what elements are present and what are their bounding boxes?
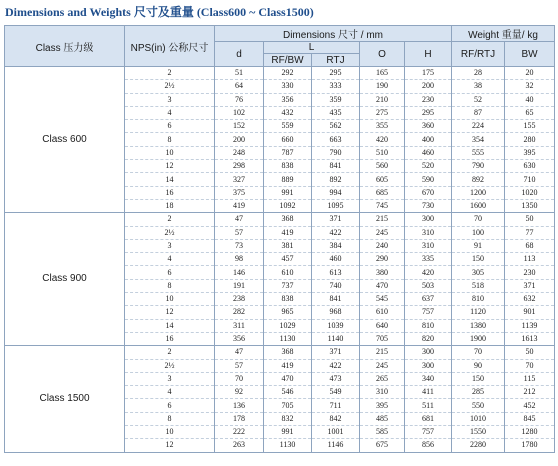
table-cell: 470 <box>360 279 405 292</box>
table-cell: 1900 <box>452 332 505 345</box>
table-cell: 549 <box>312 386 360 399</box>
class-group-label: Class 600 <box>5 67 125 213</box>
table-cell: 28 <box>452 67 505 80</box>
header-d: d <box>215 42 264 67</box>
table-cell: 20 <box>505 67 555 80</box>
table-cell: 605 <box>360 173 405 186</box>
table-cell: 991 <box>264 426 312 439</box>
table-cell: 965 <box>264 306 312 319</box>
table-cell: 70 <box>452 346 505 359</box>
table-cell: 705 <box>360 332 405 345</box>
table-cell: 6 <box>125 399 215 412</box>
table-cell: 155 <box>505 120 555 133</box>
header-class: Class 压力级 <box>5 26 125 67</box>
table-cell: 150 <box>452 253 505 266</box>
table-cell: 6 <box>125 266 215 279</box>
table-cell: 310 <box>360 386 405 399</box>
header-weight: Weight 重量/ kg <box>452 26 555 42</box>
table-cell: 47 <box>215 346 264 359</box>
table-cell: 102 <box>215 106 264 119</box>
table-cell: 371 <box>312 346 360 359</box>
table-cell: 457 <box>264 253 312 266</box>
table-cell: 14 <box>125 319 215 332</box>
table-row <box>5 346 555 359</box>
table-cell: 381 <box>264 239 312 252</box>
table-cell: 200 <box>215 133 264 146</box>
table-body <box>5 67 555 453</box>
table-cell: 87 <box>452 106 505 119</box>
table-cell: 460 <box>312 253 360 266</box>
table-cell: 560 <box>360 160 405 173</box>
table-cell: 70 <box>505 359 555 372</box>
table-cell: 842 <box>312 412 360 425</box>
table-cell: 452 <box>505 399 555 412</box>
table-cell: 470 <box>264 372 312 385</box>
table-cell: 511 <box>405 399 452 412</box>
table-cell: 832 <box>264 412 312 425</box>
table-cell: 675 <box>360 439 405 452</box>
table-cell: 435 <box>312 106 360 119</box>
table-cell: 1600 <box>452 199 505 212</box>
table-cell: 550 <box>452 399 505 412</box>
table-cell: 585 <box>360 426 405 439</box>
table-cell: 640 <box>360 319 405 332</box>
table-cell: 238 <box>215 293 264 306</box>
table-cell: 375 <box>215 186 264 199</box>
table-cell: 165 <box>360 67 405 80</box>
table-cell: 368 <box>264 213 312 226</box>
table-cell: 368 <box>264 346 312 359</box>
table-cell: 845 <box>505 412 555 425</box>
table-cell: 51 <box>215 67 264 80</box>
table-cell: 230 <box>505 266 555 279</box>
table-cell: 222 <box>215 426 264 439</box>
table-cell: 282 <box>215 306 264 319</box>
table-cell: 757 <box>405 426 452 439</box>
table-cell: 1139 <box>505 319 555 332</box>
table-cell: 70 <box>452 213 505 226</box>
table-cell: 419 <box>215 199 264 212</box>
table-cell: 400 <box>405 133 452 146</box>
table-cell: 77 <box>505 226 555 239</box>
table-cell: 1001 <box>312 426 360 439</box>
table-cell: 670 <box>405 186 452 199</box>
table-cell: 47 <box>215 213 264 226</box>
table-cell: 65 <box>505 106 555 119</box>
table-cell: 300 <box>405 346 452 359</box>
table-cell: 503 <box>405 279 452 292</box>
table-row <box>5 213 555 226</box>
table-cell: 411 <box>405 386 452 399</box>
table-cell: 892 <box>312 173 360 186</box>
table-cell: 610 <box>264 266 312 279</box>
table-cell: 4 <box>125 386 215 399</box>
table-cell: 16 <box>125 332 215 345</box>
table-cell: 146 <box>215 266 264 279</box>
table-cell: 663 <box>312 133 360 146</box>
table-cell: 295 <box>405 106 452 119</box>
table-cell: 16 <box>125 186 215 199</box>
table-cell: 384 <box>312 239 360 252</box>
table-cell: 8 <box>125 133 215 146</box>
table-cell: 1613 <box>505 332 555 345</box>
table-cell: 240 <box>360 239 405 252</box>
dimensions-weights-table <box>4 25 555 453</box>
table-cell: 70 <box>215 372 264 385</box>
table-row <box>5 67 555 80</box>
table-cell: 92 <box>215 386 264 399</box>
table-cell: 18 <box>125 199 215 212</box>
table-cell: 546 <box>264 386 312 399</box>
table-cell: 710 <box>505 173 555 186</box>
table-cell: 810 <box>405 319 452 332</box>
table-cell: 335 <box>405 253 452 266</box>
table-cell: 224 <box>452 120 505 133</box>
table-cell: 1092 <box>264 199 312 212</box>
table-cell: 892 <box>452 173 505 186</box>
table-cell: 380 <box>360 266 405 279</box>
header-l-rtj: RTJ <box>312 54 360 67</box>
table-cell: 311 <box>215 319 264 332</box>
table-cell: 115 <box>505 372 555 385</box>
table-cell: 300 <box>405 213 452 226</box>
table-cell: 360 <box>405 120 452 133</box>
table-cell: 838 <box>264 293 312 306</box>
table-cell: 275 <box>360 106 405 119</box>
table-cell: 730 <box>405 199 452 212</box>
table-cell: 737 <box>264 279 312 292</box>
table-cell: 359 <box>312 93 360 106</box>
header-weight-bw: BW <box>505 42 555 67</box>
table-cell: 422 <box>312 359 360 372</box>
table-cell: 280 <box>505 133 555 146</box>
table-cell: 841 <box>312 160 360 173</box>
table-cell: 994 <box>312 186 360 199</box>
table-cell: 12 <box>125 160 215 173</box>
table-cell: 681 <box>405 412 452 425</box>
table-cell: 856 <box>405 439 452 452</box>
table-cell: 100 <box>452 226 505 239</box>
table-cell: 420 <box>405 266 452 279</box>
table-cell: 295 <box>312 67 360 80</box>
table-cell: 2½ <box>125 359 215 372</box>
table-cell: 175 <box>405 67 452 80</box>
table-cell: 285 <box>452 386 505 399</box>
table-cell: 1146 <box>312 439 360 452</box>
table-cell: 4 <box>125 253 215 266</box>
table-cell: 637 <box>405 293 452 306</box>
table-cell: 8 <box>125 412 215 425</box>
table-cell: 1120 <box>452 306 505 319</box>
table-cell: 419 <box>264 359 312 372</box>
table-cell: 520 <box>405 160 452 173</box>
table-cell: 1350 <box>505 199 555 212</box>
header-l: L <box>264 42 360 54</box>
table-cell: 1029 <box>264 319 312 332</box>
table-cell: 212 <box>505 386 555 399</box>
table-title: Dimensions and Weights 尺寸及重量 (Class600 ~ Class1500) <box>5 5 314 19</box>
table-cell: 57 <box>215 359 264 372</box>
table-cell: 330 <box>264 80 312 93</box>
table-cell: 178 <box>215 412 264 425</box>
table-cell: 113 <box>505 253 555 266</box>
table-cell: 210 <box>360 93 405 106</box>
table-cell: 355 <box>360 120 405 133</box>
header-l-rfbw: RF/BW <box>264 54 312 67</box>
table-cell: 901 <box>505 306 555 319</box>
table-cell: 473 <box>312 372 360 385</box>
table-cell: 215 <box>360 346 405 359</box>
table-cell: 1780 <box>505 439 555 452</box>
table-cell: 310 <box>405 239 452 252</box>
table-cell: 395 <box>505 146 555 159</box>
table-cell: 2 <box>125 213 215 226</box>
table-cell: 248 <box>215 146 264 159</box>
table-cell: 12 <box>125 439 215 452</box>
table-cell: 150 <box>452 372 505 385</box>
table-cell: 419 <box>264 226 312 239</box>
table-cell: 371 <box>505 279 555 292</box>
table-cell: 630 <box>505 160 555 173</box>
table-cell: 2280 <box>452 439 505 452</box>
table-cell: 2½ <box>125 80 215 93</box>
table-cell: 200 <box>405 80 452 93</box>
table-cell: 889 <box>264 173 312 186</box>
table-cell: 8 <box>125 279 215 292</box>
header-nps: NPS(in) 公称尺寸 <box>125 26 215 67</box>
table-cell: 1130 <box>264 332 312 345</box>
table-cell: 711 <box>312 399 360 412</box>
table-cell: 510 <box>360 146 405 159</box>
table-cell: 245 <box>360 359 405 372</box>
table-cell: 613 <box>312 266 360 279</box>
table-cell: 40 <box>505 93 555 106</box>
table-cell: 562 <box>312 120 360 133</box>
table-cell: 559 <box>264 120 312 133</box>
table-cell: 215 <box>360 213 405 226</box>
header-weight-rfrtj: RF/RTJ <box>452 42 505 67</box>
table-cell: 50 <box>505 213 555 226</box>
table-cell: 191 <box>215 279 264 292</box>
table-cell: 1039 <box>312 319 360 332</box>
table-cell: 810 <box>452 293 505 306</box>
table-cell: 632 <box>505 293 555 306</box>
table-cell: 356 <box>215 332 264 345</box>
table-cell: 1010 <box>452 412 505 425</box>
table-cell: 518 <box>452 279 505 292</box>
table-cell: 190 <box>360 80 405 93</box>
table-cell: 790 <box>312 146 360 159</box>
table-cell: 2½ <box>125 226 215 239</box>
table-cell: 50 <box>505 346 555 359</box>
table-cell: 292 <box>264 67 312 80</box>
table-cell: 590 <box>405 173 452 186</box>
class-group-label: Class 1500 <box>5 346 125 452</box>
table-cell: 841 <box>312 293 360 306</box>
table-cell: 3 <box>125 372 215 385</box>
table-cell: 57 <box>215 226 264 239</box>
table-cell: 545 <box>360 293 405 306</box>
table-cell: 2 <box>125 67 215 80</box>
header-o: O <box>360 42 405 67</box>
table-cell: 3 <box>125 239 215 252</box>
table-cell: 745 <box>360 199 405 212</box>
table-cell: 395 <box>360 399 405 412</box>
table-cell: 1200 <box>452 186 505 199</box>
table-cell: 68 <box>505 239 555 252</box>
table-cell: 820 <box>405 332 452 345</box>
table-cell: 1020 <box>505 186 555 199</box>
table-cell: 91 <box>452 239 505 252</box>
table-cell: 787 <box>264 146 312 159</box>
table-cell: 1130 <box>264 439 312 452</box>
table-cell: 705 <box>264 399 312 412</box>
table-cell: 1380 <box>452 319 505 332</box>
table-cell: 340 <box>405 372 452 385</box>
table-cell: 230 <box>405 93 452 106</box>
table-cell: 1280 <box>505 426 555 439</box>
table-cell: 485 <box>360 412 405 425</box>
class-group-label: Class 900 <box>5 213 125 346</box>
table-cell: 64 <box>215 80 264 93</box>
table-cell: 6 <box>125 120 215 133</box>
table-cell: 32 <box>505 80 555 93</box>
table-cell: 245 <box>360 226 405 239</box>
table-cell: 740 <box>312 279 360 292</box>
table-cell: 12 <box>125 306 215 319</box>
table-cell: 38 <box>452 80 505 93</box>
table-cell: 371 <box>312 213 360 226</box>
table-cell: 52 <box>452 93 505 106</box>
table-cell: 10 <box>125 293 215 306</box>
table-cell: 300 <box>405 359 452 372</box>
table-cell: 76 <box>215 93 264 106</box>
table-cell: 422 <box>312 226 360 239</box>
table-cell: 354 <box>452 133 505 146</box>
table-cell: 14 <box>125 173 215 186</box>
table-cell: 3 <box>125 93 215 106</box>
table-cell: 432 <box>264 106 312 119</box>
table-cell: 660 <box>264 133 312 146</box>
table-cell: 136 <box>215 399 264 412</box>
table-cell: 2 <box>125 346 215 359</box>
table-cell: 4 <box>125 106 215 119</box>
table-cell: 327 <box>215 173 264 186</box>
table-cell: 460 <box>405 146 452 159</box>
table-cell: 1140 <box>312 332 360 345</box>
table-cell: 838 <box>264 160 312 173</box>
table-cell: 10 <box>125 426 215 439</box>
table-cell: 152 <box>215 120 264 133</box>
table-cell: 290 <box>360 253 405 266</box>
table-cell: 90 <box>452 359 505 372</box>
header-dimensions: Dimensions 尺寸 / mm <box>215 26 452 42</box>
table-cell: 356 <box>264 93 312 106</box>
table-cell: 968 <box>312 306 360 319</box>
table-cell: 610 <box>360 306 405 319</box>
table-cell: 1095 <box>312 199 360 212</box>
table-cell: 420 <box>360 133 405 146</box>
table-cell: 1550 <box>452 426 505 439</box>
table-cell: 991 <box>264 186 312 199</box>
header-h: H <box>405 42 452 67</box>
table-cell: 73 <box>215 239 264 252</box>
table-cell: 10 <box>125 146 215 159</box>
table-cell: 98 <box>215 253 264 266</box>
table-cell: 555 <box>452 146 505 159</box>
table-cell: 265 <box>360 372 405 385</box>
table-cell: 305 <box>452 266 505 279</box>
table-cell: 263 <box>215 439 264 452</box>
table-cell: 790 <box>452 160 505 173</box>
table-cell: 757 <box>405 306 452 319</box>
table-cell: 333 <box>312 80 360 93</box>
table-cell: 298 <box>215 160 264 173</box>
table-cell: 685 <box>360 186 405 199</box>
table-cell: 310 <box>405 226 452 239</box>
